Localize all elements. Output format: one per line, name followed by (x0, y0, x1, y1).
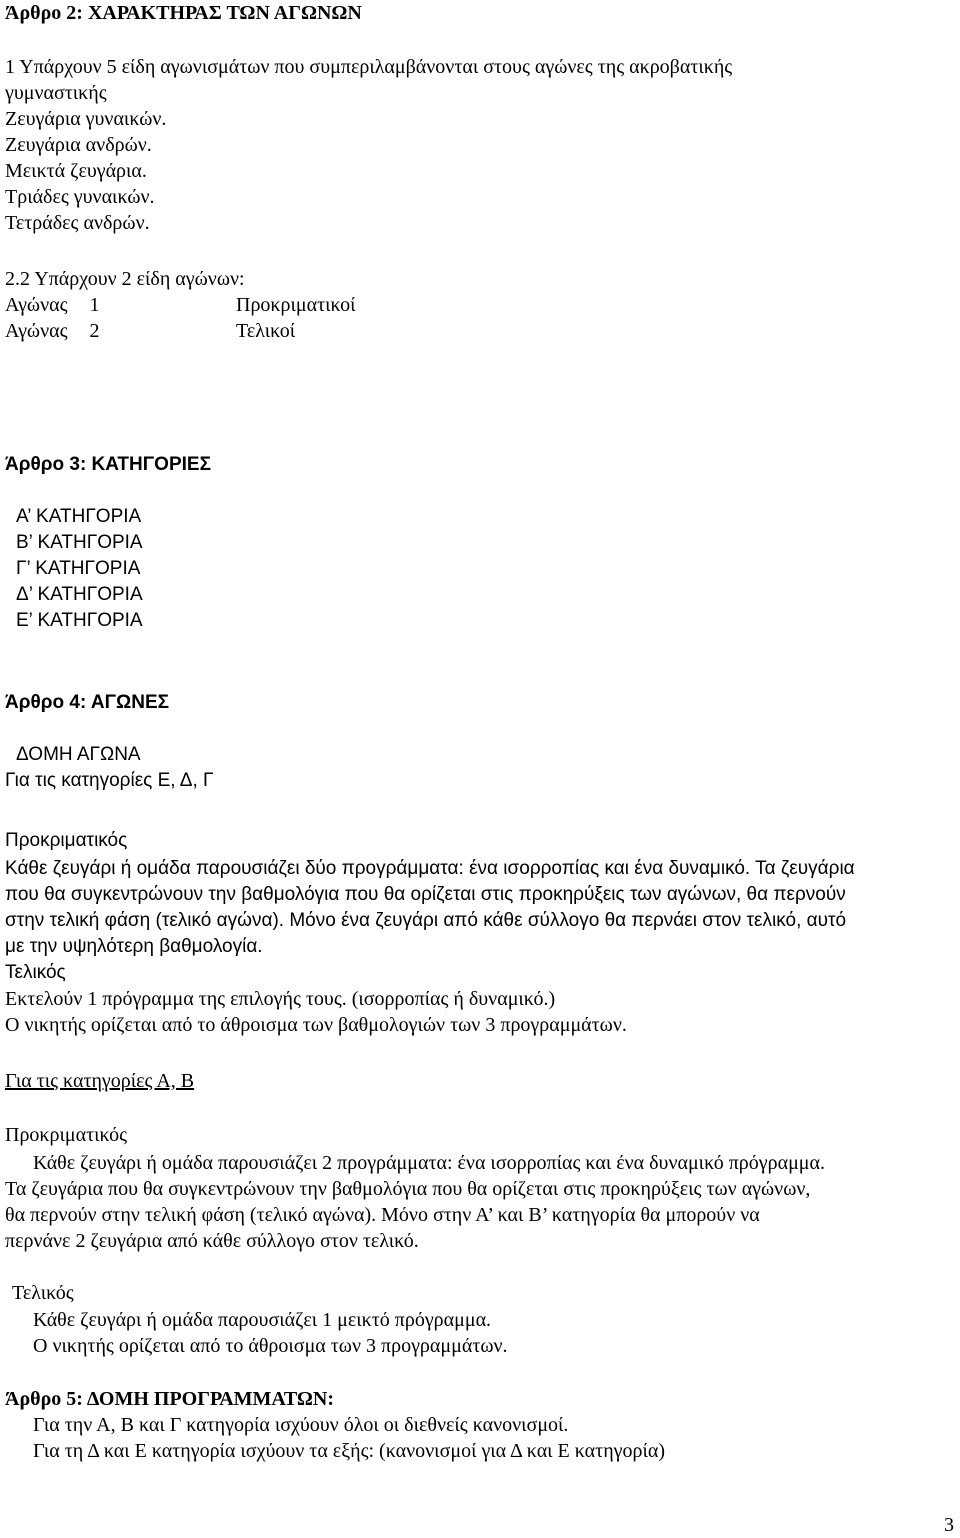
art5-heading: Άρθρο 5: ΔΟΜΗ ΠΡΟΓΡΑΜΜΑΤΩΝ: (5, 1388, 335, 1410)
competition-row (5, 292, 945, 318)
prelim-line: με την υψηλότερη βαθμολογία. (5, 936, 263, 957)
art2-item1-line1: 1 Υπάρχουν 5 είδη αγωνισμάτων που συμπεριλαμβάνονται στους αγώνες της ακροβατικής (5, 56, 733, 78)
art4-heading: Άρθρο 4: ΑΓΩΝΕΣ (5, 692, 170, 713)
prelim-line: που θα συγκεντρώνουν την βαθμολόγια που θα ορίζεται στις προκηρύξεις των αγώνων, θα περνούν (5, 884, 846, 905)
event-item: Τετράδες ανδρών. (5, 212, 150, 234)
final-line: Ο νικητής ορίζεται από το άθροισμα των βαθμολογιών των 3 προγραμμάτων. (5, 1014, 627, 1036)
prelim-title: Προκριματικός (5, 830, 128, 851)
prelim2-line: θα περνούν στην τελική φάση (τελικό αγώνα). Μόνο στην Α’ και Β’ κατηγορία θα μπορούν να (5, 1204, 760, 1226)
page-number: 3 (944, 1514, 954, 1536)
event-item: Ζευγάρια γυναικών. (5, 108, 167, 130)
final-title: Τελικός (5, 962, 66, 983)
prelim2-title: Προκριματικός (5, 1124, 128, 1146)
competition-type: Προκριματικοί (236, 294, 356, 316)
final2-title: Τελικός (12, 1282, 74, 1304)
final-line: Εκτελούν 1 πρόγραμμα της επιλογής τους. (ισορροπίας ή δυναμικό.) (5, 988, 556, 1010)
prelim2-line: περνάνε 2 ζευγάρια από κάθε σύλλογο στον τελικό. (5, 1230, 419, 1252)
prelim-line: στην τελική φάση (τελικό αγώνα). Μόνο ένα ζευγάρι από κάθε σύλλογο θα περνάει στον τελικό, αυτό (5, 910, 847, 931)
prelim2-line: Κάθε ζευγάρι ή ομάδα παρουσιάζει 2 προγράμματα: ένα ισορροπίας και ένα δυναμικό πρόγραμμα. (33, 1152, 826, 1174)
event-item: Ζευγάρια ανδρών. (5, 134, 152, 156)
category-item: Α’ ΚΑΤΗΓΟΡΙΑ (16, 506, 142, 527)
categories-edg: Για τις κατηγορίες Ε, Δ, Γ (5, 770, 214, 791)
competition-number: 2 (89, 320, 100, 342)
prelim2-line: Τα ζευγάρια που θα συγκεντρώνουν την βαθμολόγια που θα ορίζεται στις προκηρύξεις των αγώνων, (5, 1178, 811, 1200)
categories-ab: Για τις κατηγορίες Α, Β (5, 1070, 195, 1092)
category-item: Δ’ ΚΑΤΗΓΟΡΙΑ (16, 584, 143, 605)
art2-heading: Άρθρο 2: ΧΑΡΑΚΤΗΡΑΣ ΤΩΝ ΑΓΩΝΩΝ (5, 2, 362, 24)
competition-type: Τελικοί (236, 320, 296, 342)
category-item: Γ’ ΚΑΤΗΓΟΡΙΑ (16, 558, 141, 579)
structure-heading: ΔΟΜΗ ΑΓΩΝΑ (16, 744, 141, 765)
competition-row (5, 318, 945, 344)
competition-label: Αγώνας (5, 320, 68, 342)
final2-line: Ο νικητής ορίζεται από το άθροισμα των 3 προγραμμάτων. (33, 1335, 508, 1357)
art2-item2: 2.2 Υπάρχουν 2 είδη αγώνων: (5, 268, 245, 290)
competition-number: 1 (89, 294, 100, 316)
final2-line: Κάθε ζευγάρι ή ομάδα παρουσιάζει 1 μεικτό πρόγραμμα. (33, 1309, 492, 1331)
event-item: Τριάδες γυναικών. (5, 186, 155, 208)
event-item: Μεικτά ζευγάρια. (5, 160, 147, 182)
art5-line: Για τη Δ και Ε κατηγορία ισχύουν τα εξής: (κανονισμοί για Δ και Ε κατηγορία) (33, 1440, 665, 1462)
competition-label: Αγώνας (5, 294, 68, 316)
art3-heading: Άρθρο 3: ΚΑΤΗΓΟΡΙΕΣ (5, 454, 211, 475)
category-item: Ε’ ΚΑΤΗΓΟΡΙΑ (16, 610, 143, 631)
art5-line: Για την Α, Β και Γ κατηγορία ισχύουν όλοι οι διεθνείς κανονισμοί. (33, 1414, 569, 1436)
art2-item1-line2: γυμναστικής (5, 82, 107, 104)
prelim-line: Κάθε ζευγάρι ή ομάδα παρουσιάζει δύο προγράμματα: ένα ισορροπίας και ένα δυναμικό. Τα ζευγάρια (5, 858, 855, 879)
category-item: Β’ ΚΑΤΗΓΟΡΙΑ (16, 532, 143, 553)
